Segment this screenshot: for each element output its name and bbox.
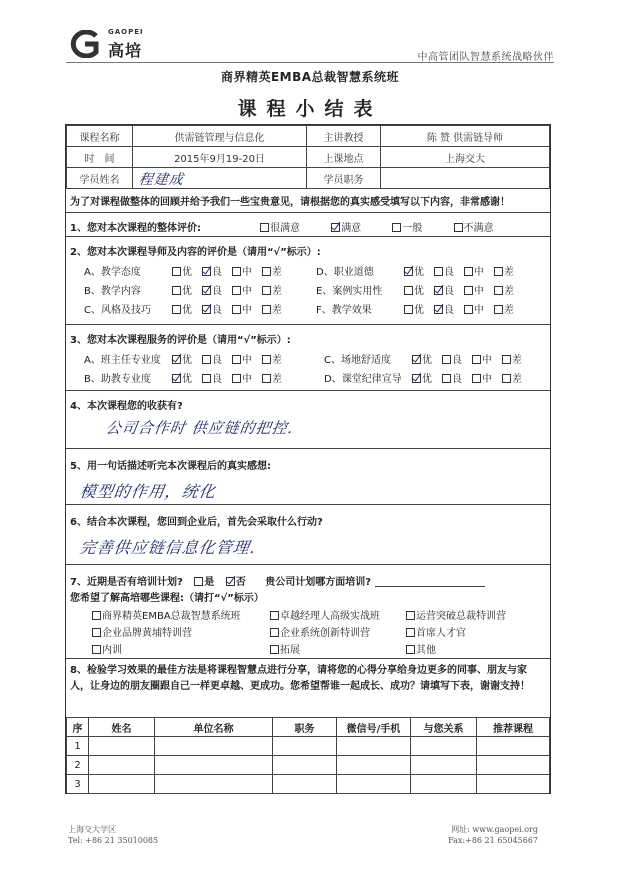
checkbox[interactable] <box>260 223 269 232</box>
checkbox-checked[interactable] <box>434 286 443 295</box>
checkbox[interactable] <box>262 374 271 383</box>
form-title: 课程小结表 <box>237 98 383 120</box>
q3-grade-option[interactable] <box>412 351 436 366</box>
q7-course-option[interactable] <box>270 607 380 622</box>
q2-item-label: A、教学态度 <box>84 267 141 278</box>
q2-item-label: F、教学效果 <box>316 305 372 316</box>
q7-course-label: 其他 <box>416 645 436 656</box>
q3-item <box>324 351 532 366</box>
q7-course-option[interactable] <box>406 607 506 622</box>
q3-item-label: C、场地舒适度 <box>324 355 391 366</box>
grade-label: 中 <box>474 305 484 316</box>
q2-text: 2、您对本次课程导师及内容的评价是（请用“√”标示）: <box>70 247 321 258</box>
grade-label: 差 <box>504 286 514 297</box>
checkbox[interactable] <box>406 628 415 637</box>
q7-option-yes[interactable]: 是 <box>194 573 214 588</box>
grade-label: 优 <box>182 374 192 385</box>
checkbox[interactable] <box>464 267 473 276</box>
checkbox[interactable] <box>92 645 101 654</box>
referral-header-cell: 推荐课程 <box>477 718 550 737</box>
checkbox[interactable] <box>92 611 101 620</box>
q8-text: 8、检验学习效果的最佳方法是将课程智慧点进行分享，请将您的心得分享给身边更多的同事、朋友与家人，让身边的朋友圈跟自己一样更卓越、更成功。您希望帮谁一起成长、成功？请填写下表，谢谢支持！ <box>70 665 530 692</box>
grade-label: 中 <box>242 267 252 278</box>
q2-grade-option[interactable] <box>494 263 518 278</box>
q7-course-option[interactable] <box>406 624 466 639</box>
q7-course-label: 内训 <box>102 645 122 656</box>
student-name-handwriting: 程建成 <box>137 172 185 188</box>
checkbox[interactable] <box>232 355 241 364</box>
checkbox[interactable] <box>442 355 451 364</box>
q2-grade-option[interactable] <box>262 282 286 297</box>
q1-option-average[interactable]: 一般 <box>392 219 422 234</box>
referral-header-cell: 职务 <box>273 718 337 737</box>
q3-grade-option[interactable] <box>262 370 286 385</box>
checkbox[interactable] <box>404 286 413 295</box>
q5-text: 5、用一句话描述听完本次课程后的真实感想: <box>70 461 271 472</box>
q3-grade-option[interactable] <box>502 370 526 385</box>
checkbox[interactable] <box>472 374 481 383</box>
grade-label: 差 <box>272 305 282 316</box>
referral-input-cell[interactable] <box>273 756 337 775</box>
grade-label: 中 <box>482 374 492 385</box>
q7-course-label: 商界精英EMBA总裁智慧系统班 <box>102 611 241 622</box>
q3-section <box>66 325 550 391</box>
q7-understand-text: 您希望了解高培哪些课程:（请打“√”标示） <box>70 593 264 604</box>
q3-grade-option[interactable] <box>472 370 496 385</box>
checkbox[interactable] <box>502 355 511 364</box>
checkbox[interactable] <box>172 267 181 276</box>
student-name-field[interactable] <box>133 168 307 189</box>
grade-label: 优 <box>182 286 192 297</box>
q2-grade-option[interactable] <box>434 263 458 278</box>
checkbox[interactable] <box>202 355 211 364</box>
q3-grade-option[interactable] <box>472 351 496 366</box>
referral-input-cell[interactable] <box>273 775 337 794</box>
q3-grade-option[interactable] <box>202 370 226 385</box>
q2-grade-option[interactable] <box>172 263 196 278</box>
checkbox-checked[interactable] <box>172 355 181 364</box>
q6-answer-handwriting[interactable]: 完善供应链信息化管理. <box>78 538 258 557</box>
checkbox-checked[interactable] <box>202 286 211 295</box>
checkbox[interactable] <box>262 305 271 314</box>
q1-text: 1、您对本次课程的整体评价: <box>70 223 201 234</box>
referral-input-cell[interactable] <box>337 756 411 775</box>
q2-grade-option[interactable] <box>262 263 286 278</box>
grade-label: 中 <box>242 355 252 366</box>
checkbox[interactable] <box>194 577 203 586</box>
q7-plan-label: 贵公司计划哪方面培训? <box>265 577 372 588</box>
q1-option-very-satisfied[interactable]: 很满意 <box>260 219 300 234</box>
grade-label: 优 <box>414 267 424 278</box>
grade-label: 差 <box>504 267 514 278</box>
referral-input-cell[interactable] <box>337 775 411 794</box>
checkbox[interactable] <box>172 305 181 314</box>
grade-label: 差 <box>504 305 514 316</box>
q2-item <box>316 263 524 278</box>
checkbox[interactable] <box>232 374 241 383</box>
q2-grade-option[interactable] <box>172 282 196 297</box>
q4-text: 4、本次课程您的收获有? <box>70 401 183 412</box>
checkbox[interactable] <box>494 286 503 295</box>
q2-grade-option[interactable] <box>172 301 196 316</box>
grade-label: 中 <box>474 267 484 278</box>
referral-input-cell[interactable] <box>273 737 337 756</box>
referral-table-row <box>67 775 550 794</box>
q3-grade-option[interactable] <box>172 370 196 385</box>
footer-left <box>68 824 158 846</box>
referral-input-cell[interactable] <box>411 756 477 775</box>
q7-course-label: 拓展 <box>280 645 300 656</box>
q7-course-option[interactable] <box>270 624 370 639</box>
referral-input-cell[interactable] <box>477 756 550 775</box>
q3-item-label: A、班主任专业度 <box>84 355 161 366</box>
referral-input-cell[interactable] <box>411 775 477 794</box>
checkbox[interactable] <box>262 355 271 364</box>
grade-label: 优 <box>422 355 432 366</box>
q2-grade-option[interactable] <box>464 282 488 297</box>
q4-answer-handwriting[interactable]: 公司合作时 供应链的把控. <box>104 419 295 437</box>
q7-text: 7、近期是否有培训计划? <box>70 577 183 588</box>
checkbox-checked[interactable] <box>202 305 211 314</box>
grade-label: 良 <box>212 267 222 278</box>
logo-name: 高培 <box>108 41 143 60</box>
referral-table-row <box>67 737 550 756</box>
referral-input-cell[interactable] <box>155 737 273 756</box>
q3-grade-option[interactable] <box>232 370 256 385</box>
q3-grade-option[interactable] <box>502 351 526 366</box>
q2-grade-option[interactable] <box>494 301 518 316</box>
q1-option-unsatisfied[interactable]: 不满意 <box>454 219 494 234</box>
q7-course-label: 企业系统创新特训营 <box>280 628 370 639</box>
checkbox[interactable] <box>494 305 503 314</box>
checkbox[interactable] <box>502 374 511 383</box>
grade-label: 良 <box>212 374 222 385</box>
referral-input-cell[interactable] <box>155 756 273 775</box>
q7-course-option[interactable] <box>92 607 241 622</box>
grade-label: 差 <box>272 267 282 278</box>
checkbox[interactable] <box>232 305 241 314</box>
logo-small-text: GAOPEI <box>108 28 144 36</box>
q1-option-satisfied[interactable]: 满意 <box>331 219 361 234</box>
teacher-label: 主讲教授 <box>307 126 381 147</box>
q2-grade-option[interactable] <box>404 282 428 297</box>
checkbox[interactable] <box>406 645 415 654</box>
referral-input-cell[interactable] <box>477 737 550 756</box>
q2-item <box>316 282 524 297</box>
checkbox[interactable] <box>442 374 451 383</box>
q3-grade-option[interactable] <box>172 351 196 366</box>
grade-label: 中 <box>242 374 252 385</box>
q7-course-option[interactable] <box>92 624 192 639</box>
grade-label: 差 <box>272 374 282 385</box>
q2-grade-option[interactable] <box>404 263 428 278</box>
place-label: 上课地点 <box>307 147 381 168</box>
q2-grade-option[interactable] <box>262 301 286 316</box>
q3-item-label: D、课堂纪律宣导 <box>324 374 402 385</box>
q2-grade-option[interactable] <box>202 263 226 278</box>
grade-label: 优 <box>182 355 192 366</box>
q3-grade-option[interactable] <box>442 351 466 366</box>
footer-web[interactable]: 网址: www.gaopei.org <box>451 825 538 834</box>
referral-table-header <box>67 718 550 737</box>
checkbox[interactable] <box>270 611 279 620</box>
checkbox[interactable] <box>434 267 443 276</box>
checkbox-checked[interactable] <box>412 374 421 383</box>
footer-fax: Fax:+86 21 65045667 <box>448 836 538 845</box>
grade-label: 差 <box>272 355 282 366</box>
intro-section <box>66 189 550 213</box>
checkbox[interactable] <box>270 628 279 637</box>
checkbox-checked[interactable] <box>202 267 211 276</box>
grade-label: 良 <box>212 286 222 297</box>
teacher-value[interactable]: 陈 赞 供需链导师 <box>381 126 550 147</box>
q2-grade-option[interactable] <box>404 301 428 316</box>
header-divider <box>66 62 554 63</box>
checkbox[interactable] <box>232 286 241 295</box>
q3-grade-option[interactable] <box>412 370 436 385</box>
tagline: 中高管团队智慧系统战略伙伴 <box>417 52 554 63</box>
q6-section <box>66 505 550 565</box>
q3-grade-option[interactable] <box>202 351 226 366</box>
referral-header-cell: 微信号/手机 <box>337 718 411 737</box>
grade-label: 良 <box>212 355 222 366</box>
q2-item <box>84 282 292 297</box>
grade-label: 良 <box>444 267 454 278</box>
q2-item-label: E、案例实用性 <box>316 286 383 297</box>
grade-label: 中 <box>474 286 484 297</box>
q5-answer-handwriting[interactable]: 模型的作用，统化 <box>78 482 218 501</box>
checkbox[interactable] <box>262 286 271 295</box>
grade-label: 良 <box>452 374 462 385</box>
checkbox[interactable] <box>404 305 413 314</box>
referral-input-cell[interactable] <box>411 737 477 756</box>
q3-grade-option[interactable] <box>262 351 286 366</box>
q1-options <box>260 219 502 234</box>
checkbox[interactable] <box>172 286 181 295</box>
q2-grade-option[interactable] <box>494 282 518 297</box>
grade-label: 差 <box>512 374 522 385</box>
referral-row-number: 3 <box>67 775 89 794</box>
checkbox[interactable] <box>494 267 503 276</box>
grade-label: 良 <box>444 286 454 297</box>
q3-grade-option[interactable] <box>232 351 256 366</box>
checkbox[interactable] <box>464 305 473 314</box>
intro-text: 为了对课程做整体的回顾并给予我们一些宝贵意见，请根据您的真实感受填写以下内容，非常感谢！ <box>70 197 510 208</box>
checkbox-checked[interactable] <box>172 374 181 383</box>
q2-grade-option[interactable] <box>434 301 458 316</box>
grade-label: 良 <box>452 355 462 366</box>
q2-grade-option[interactable] <box>464 263 488 278</box>
referral-table-row <box>67 756 550 775</box>
grade-label: 优 <box>414 305 424 316</box>
q3-item <box>84 370 292 385</box>
q2-grade-option[interactable] <box>434 282 458 297</box>
student-label: 学员姓名 <box>67 168 133 189</box>
checkbox-checked[interactable] <box>226 577 235 586</box>
referral-row-number: 2 <box>67 756 89 775</box>
q7-course-option[interactable] <box>270 641 300 656</box>
footer-right <box>448 824 538 846</box>
checkbox[interactable] <box>262 267 271 276</box>
referral-row-number: 1 <box>67 737 89 756</box>
q7-course-label: 首席人才官 <box>416 628 466 639</box>
referral-header-cell: 单位名称 <box>155 718 273 737</box>
q2-grade-option[interactable] <box>232 301 256 316</box>
checkbox-checked[interactable] <box>404 267 413 276</box>
q7-course-label: 运营突破总裁特训营 <box>416 611 506 622</box>
q6-text: 6、结合本次课程，您回到企业后，首先会采取什么行动? <box>70 517 323 528</box>
position-value[interactable] <box>381 168 550 189</box>
grade-label: 优 <box>182 305 192 316</box>
q3-text: 3、您对本次课程服务的评价是（请用“√”标示）: <box>70 335 291 346</box>
q2-grade-option[interactable] <box>232 263 256 278</box>
checkbox-checked[interactable] <box>412 355 421 364</box>
info-table <box>66 125 550 189</box>
q2-grade-option[interactable] <box>232 282 256 297</box>
referral-input-cell[interactable] <box>89 756 155 775</box>
q7-course-label: 卓越经理人高级实战班 <box>280 611 380 622</box>
q2-item <box>84 263 292 278</box>
grade-label: 良 <box>212 305 222 316</box>
gaopei-logo-icon <box>68 30 102 58</box>
q2-item <box>316 301 524 316</box>
q7-course-option[interactable] <box>406 641 436 656</box>
q2-item-label: C、风格及技巧 <box>84 305 151 316</box>
course-label: 课程名称 <box>67 126 133 147</box>
referral-table <box>66 717 550 794</box>
q7-section <box>66 565 550 659</box>
q8-section <box>66 659 550 794</box>
position-label: 学员职务 <box>307 168 381 189</box>
q7-course-option[interactable] <box>92 641 122 656</box>
q2-section <box>66 237 550 325</box>
checkbox[interactable] <box>464 286 473 295</box>
checkbox[interactable] <box>392 223 401 232</box>
referral-input-cell[interactable] <box>89 775 155 794</box>
checkbox[interactable] <box>472 355 481 364</box>
referral-input-cell[interactable] <box>337 737 411 756</box>
referral-header-cell: 姓名 <box>89 718 155 737</box>
q2-item-label: B、教学内容 <box>84 286 141 297</box>
grade-label: 中 <box>242 305 252 316</box>
grade-label: 良 <box>444 305 454 316</box>
checkbox[interactable] <box>270 645 279 654</box>
gaopei-logo <box>68 24 178 64</box>
q7-plan-field[interactable] <box>375 586 485 587</box>
grade-label: 优 <box>182 267 192 278</box>
grade-label: 中 <box>482 355 492 366</box>
checkbox[interactable] <box>232 267 241 276</box>
grade-label: 中 <box>242 286 252 297</box>
checkbox-checked[interactable] <box>331 223 340 232</box>
q3-item-label: B、助教专业度 <box>84 374 151 385</box>
q2-item <box>84 301 292 316</box>
q2-grade-option[interactable] <box>202 301 226 316</box>
q2-item-label: D、职业道德 <box>316 267 374 278</box>
grade-label: 差 <box>272 286 282 297</box>
place-value[interactable]: 上海交大 <box>381 147 550 168</box>
footer-address: 上海交大学区 <box>68 825 116 834</box>
referral-input-cell[interactable] <box>89 737 155 756</box>
q2-grade-option[interactable] <box>202 282 226 297</box>
checkbox[interactable] <box>406 611 415 620</box>
checkbox[interactable] <box>202 374 211 383</box>
referral-input-cell[interactable] <box>477 775 550 794</box>
checkbox[interactable] <box>454 223 463 232</box>
q3-item <box>84 351 292 366</box>
referral-header-cell: 序 <box>67 718 89 737</box>
referral-header-cell: 与您关系 <box>411 718 477 737</box>
time-label: 时 间 <box>67 147 133 168</box>
q4-section <box>66 391 550 449</box>
q1-section <box>66 213 550 237</box>
referral-input-cell[interactable] <box>155 775 273 794</box>
grade-label: 差 <box>512 355 522 366</box>
checkbox[interactable] <box>92 628 101 637</box>
q3-grade-option[interactable] <box>442 370 466 385</box>
q5-section <box>66 449 550 505</box>
form-frame <box>65 124 551 794</box>
program-title: 商界精英EMBA总裁智慧系统班 <box>220 70 400 84</box>
grade-label: 优 <box>414 286 424 297</box>
checkbox-checked[interactable] <box>434 305 443 314</box>
q2-grade-option[interactable] <box>464 301 488 316</box>
q7-option-no[interactable]: 否 <box>226 573 246 588</box>
footer-tel: Tel: +86 21 35010085 <box>68 836 159 845</box>
q3-item <box>324 370 532 385</box>
time-value[interactable]: 2015年9月19-20日 <box>133 147 307 168</box>
grade-label: 优 <box>422 374 432 385</box>
q7-course-label: 企业品牌黄埔特训营 <box>102 628 192 639</box>
course-value[interactable]: 供需链管理与信息化 <box>133 126 307 147</box>
